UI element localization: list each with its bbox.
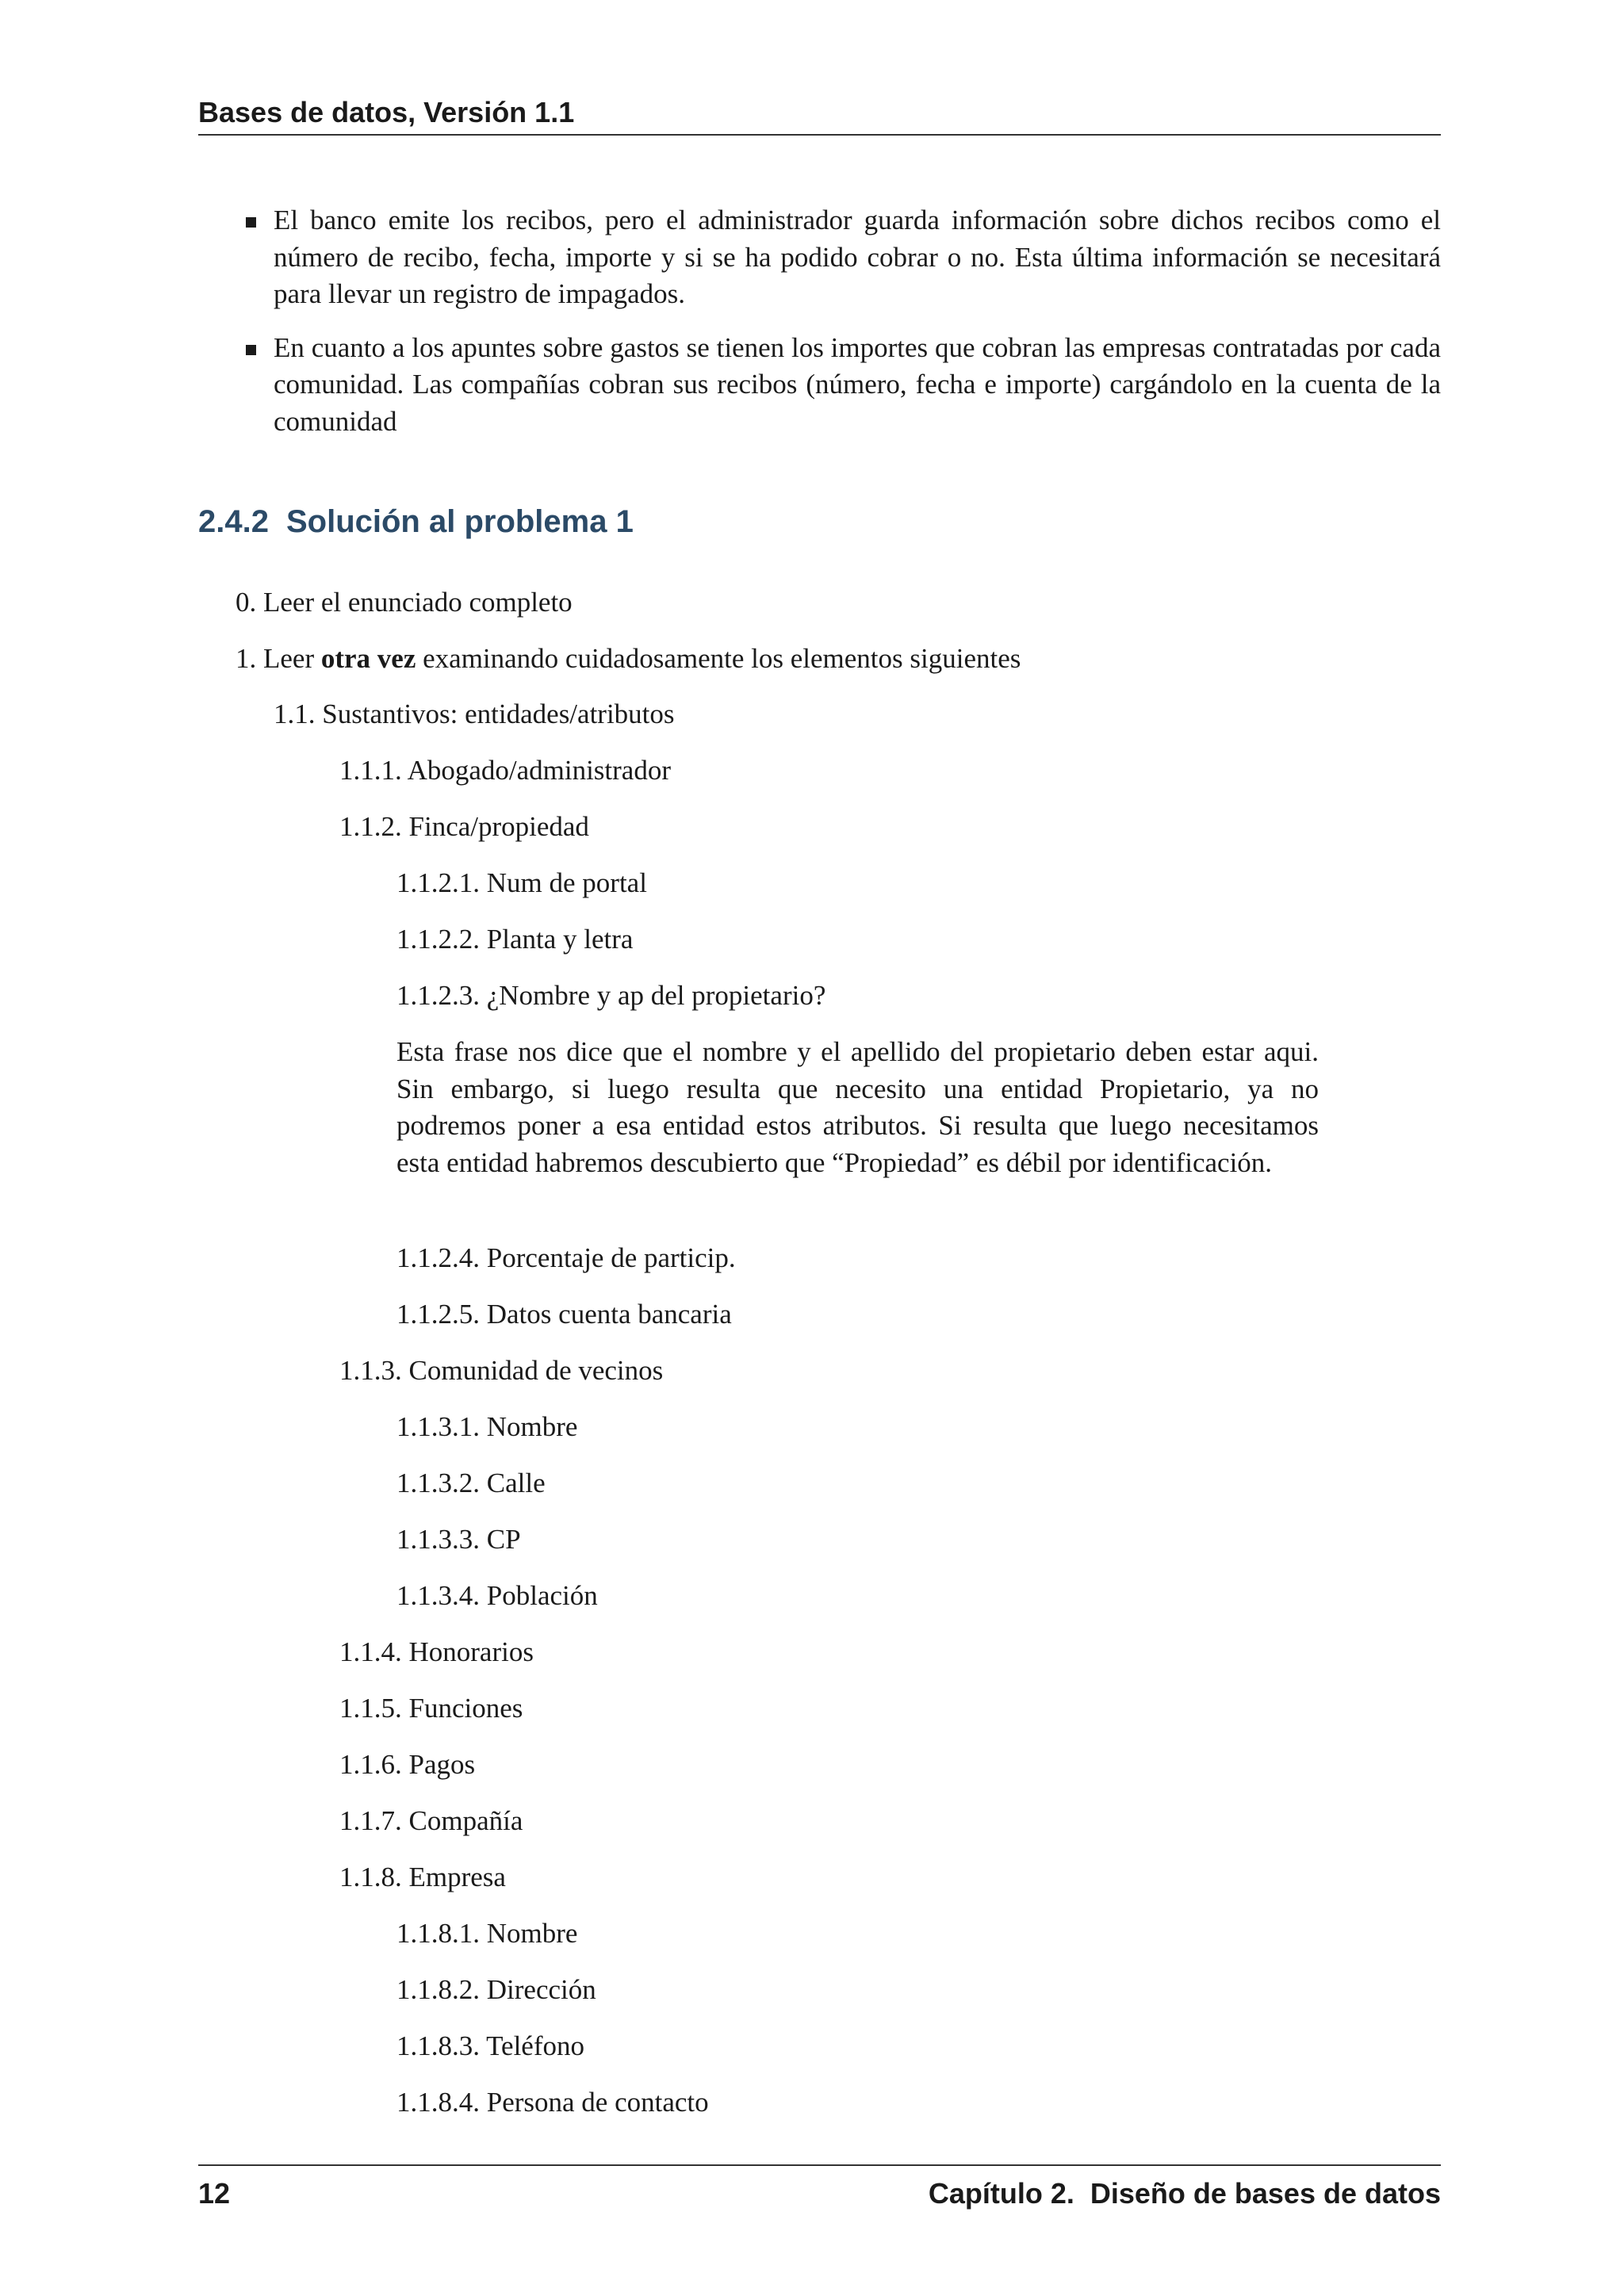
outline-item: 1.1.5. Funciones [339, 1693, 523, 1724]
note-paragraph: Esta frase nos dice que el nombre y el apellido del propietario deben estar aqui. Sin embargo, si luego resulta que necesito una entidad Propietario, ya no podremos poner a esa entidad estos atributos. Si resulta que luego necesitamos esta entidad habremos descubierto que “Propiedad” es débil por identificación. [396, 1036, 1319, 1178]
outline-item: 1.1.3.4. Población [396, 1580, 598, 1611]
section-heading [198, 502, 634, 541]
outline-item: 1.1.2.1. Num de portal [396, 867, 647, 898]
section-title: Solución al problema 1 [285, 504, 634, 539]
outline-item: 1.1.2. Finca/propiedad [339, 811, 589, 842]
step-1 [236, 641, 1021, 677]
outline-item: 1.1.2.5. Datos cuenta bancaria [396, 1299, 732, 1330]
outline-item: 1.1.3.3. CP [396, 1524, 521, 1555]
outline-item: 1.1.4. Honorarios [339, 1636, 534, 1667]
bullet-list [198, 202, 1441, 457]
outline-item: 1.1.2.2. Planta y letra [396, 924, 634, 955]
bullet-square-icon [246, 217, 256, 228]
outline-item: 1.1.8.4. Persona de contacto [396, 2087, 709, 2118]
outline-item: 1.1.8. Empresa [339, 1862, 506, 1892]
page-number: 12 [198, 2177, 231, 2210]
outline-item: 1.1.3.1. Nombre [396, 1411, 578, 1442]
outline-item: 1.1.8.2. Dirección [396, 1974, 596, 2005]
outline-item: 1.1.3. Comunidad de vecinos [339, 1355, 664, 1386]
outline-item: 1.1.3.2. Calle [396, 1468, 546, 1498]
footer-rule [198, 2164, 1441, 2166]
running-header: Bases de datos, Versión 1.1 [198, 96, 575, 128]
bullet-text: El banco emite los recibos, pero el administrador guarda información sobre dichos recibos como el número de recibo, fecha, importe y si se ha podido cobrar o no. Esta última información se necesitará para llevar un registro de impagados. [274, 205, 1441, 309]
outline-item: 1.1.6. Pagos [339, 1749, 476, 1780]
section-number: 2.4.2 [198, 504, 269, 539]
step-1-text: 1. Leer [236, 643, 321, 674]
outline-item: 1.1. Sustantivos: entidades/atributos [274, 698, 675, 729]
outline-item: 1.1.2.3. ¿Nombre y ap del propietario? [396, 980, 826, 1011]
bullet-item [198, 202, 1441, 313]
step-1-text-rest: examinando cuidadosamente los elementos siguientes [416, 643, 1021, 674]
chapter-title: Capítulo 2. Diseño de bases de datos [928, 2177, 1441, 2210]
outline-item: 1.1.8.3. Teléfono [396, 2030, 585, 2061]
outline-item: 1.1.8.1. Nombre [396, 1918, 578, 1949]
bullet-square-icon [246, 345, 256, 355]
step-1-emphasis: otra vez [320, 643, 416, 674]
bullet-text: En cuanto a los apuntes sobre gastos se tienen los importes que cobran las empresas contratadas por cada comunidad. Las compañías cobran sus recibos (número, fecha e importe) cargándolo en la cuenta de la comunidad [274, 331, 1441, 437]
bullet-item [198, 330, 1441, 441]
outline-item: 1.1.1. Abogado/administrador [339, 755, 672, 786]
step-0: 0. Leer el enunciado completo [236, 587, 573, 618]
outline-item: 1.1.7. Compañía [339, 1805, 523, 1836]
outline-item: 1.1.2.4. Porcentaje de particip. [396, 1242, 736, 1273]
header-rule [198, 134, 1441, 136]
